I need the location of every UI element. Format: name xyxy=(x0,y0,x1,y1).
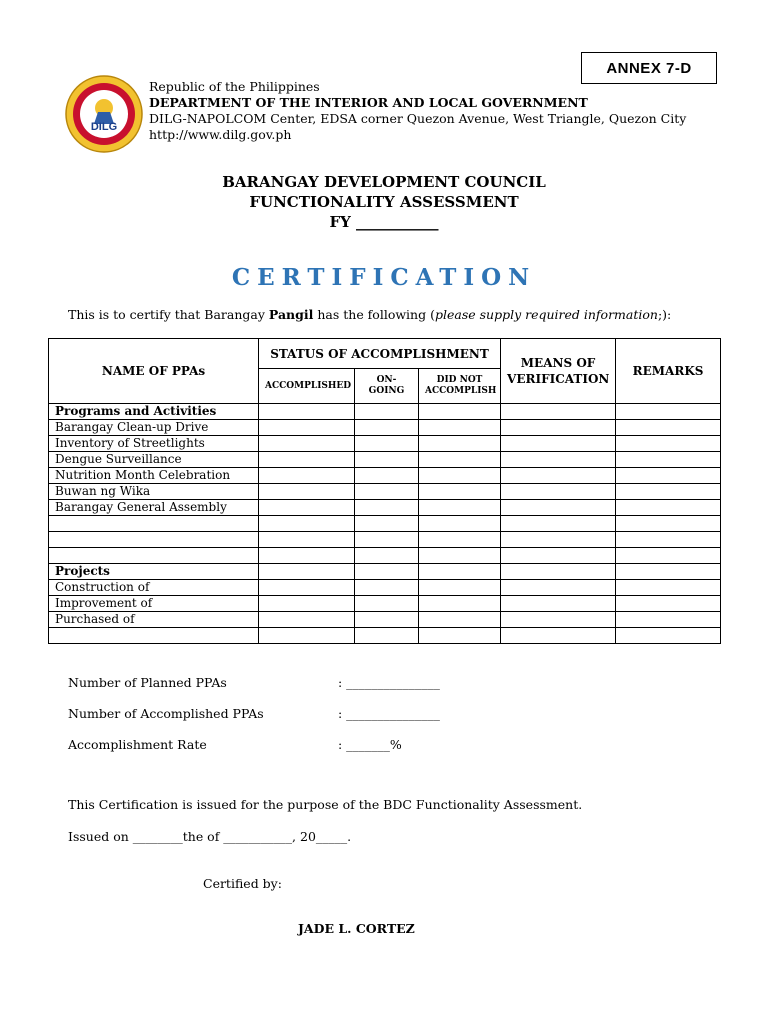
remarks-cell[interactable] xyxy=(616,596,721,612)
did-not-cell[interactable] xyxy=(419,548,501,564)
ongoing-cell[interactable] xyxy=(355,404,419,420)
remarks-cell[interactable] xyxy=(616,612,721,628)
remarks-cell[interactable] xyxy=(616,452,721,468)
ppa-name-cell xyxy=(49,628,259,644)
certification-heading: CERTIFICATION xyxy=(231,264,537,291)
col-status-header: STATUS OF ACCOMPLISHMENT xyxy=(259,339,501,369)
accomplished-cell[interactable] xyxy=(259,484,355,500)
rate-label: Accomplishment Rate xyxy=(68,737,207,752)
means-cell[interactable] xyxy=(501,564,616,580)
barangay-name: Pangil xyxy=(268,307,314,322)
ongoing-cell[interactable] xyxy=(355,452,419,468)
planned-label: Number of Planned PPAs xyxy=(68,675,227,690)
table-row xyxy=(49,612,721,628)
rate-value: : _______% xyxy=(338,737,402,752)
ongoing-cell[interactable] xyxy=(355,564,419,580)
ppa-name-cell: Inventory of Streetlights xyxy=(49,436,259,452)
col-ongoing-header: ON-GOING xyxy=(355,369,419,404)
means-cell[interactable] xyxy=(501,436,616,452)
table-row xyxy=(49,468,721,484)
intro-statement: This is to certify that Barangay Pangil has the following (please supply required information;): xyxy=(68,307,672,322)
ongoing-cell[interactable] xyxy=(355,612,419,628)
table-row xyxy=(49,532,721,548)
ongoing-cell[interactable] xyxy=(355,484,419,500)
remarks-cell[interactable] xyxy=(616,628,721,644)
certified-by-label: Certified by: xyxy=(203,876,282,891)
col-did-not-header: DID NOT ACCOMPLISH xyxy=(419,369,501,404)
means-cell[interactable] xyxy=(501,628,616,644)
means-cell[interactable] xyxy=(501,612,616,628)
col-accomplished-header: ACCOMPLISHED xyxy=(259,369,355,404)
ongoing-cell[interactable] xyxy=(355,532,419,548)
means-cell[interactable] xyxy=(501,596,616,612)
did-not-cell[interactable] xyxy=(419,420,501,436)
means-cell[interactable] xyxy=(501,516,616,532)
means-cell[interactable] xyxy=(501,548,616,564)
ongoing-cell[interactable] xyxy=(355,436,419,452)
accomplished-cell[interactable] xyxy=(259,564,355,580)
planned-value: : _______________ xyxy=(338,675,440,690)
did-not-cell[interactable] xyxy=(419,580,501,596)
remarks-cell[interactable] xyxy=(616,420,721,436)
did-not-cell[interactable] xyxy=(419,516,501,532)
accomplished-label: Number of Accomplished PPAs xyxy=(68,706,264,721)
accomplished-cell[interactable] xyxy=(259,452,355,468)
ppa-name-cell: Buwan ng Wika xyxy=(49,484,259,500)
means-cell[interactable] xyxy=(501,532,616,548)
means-cell[interactable] xyxy=(501,484,616,500)
issued-on-line: Issued on ________the of ___________, 20_____. xyxy=(68,829,352,844)
table-row xyxy=(49,628,721,644)
did-not-cell[interactable] xyxy=(419,564,501,580)
ppa-name-cell: Programs and Activities xyxy=(49,404,259,420)
accomplished-cell[interactable] xyxy=(259,580,355,596)
did-not-cell[interactable] xyxy=(419,532,501,548)
ppa-name-cell: Barangay Clean-up Drive xyxy=(49,420,259,436)
ppa-name-cell xyxy=(49,548,259,564)
accomplished-cell[interactable] xyxy=(259,436,355,452)
remarks-cell[interactable] xyxy=(616,500,721,516)
ppa-name-cell: Construction of xyxy=(49,580,259,596)
did-not-cell[interactable] xyxy=(419,628,501,644)
col-means-header: MEANS OF VERIFICATION xyxy=(501,339,616,404)
table-row xyxy=(49,436,721,452)
remarks-cell[interactable] xyxy=(616,468,721,484)
table-row xyxy=(49,484,721,500)
accomplished-cell[interactable] xyxy=(259,404,355,420)
accomplished-cell[interactable] xyxy=(259,420,355,436)
did-not-cell[interactable] xyxy=(419,452,501,468)
did-not-cell[interactable] xyxy=(419,468,501,484)
ongoing-cell[interactable] xyxy=(355,580,419,596)
remarks-cell[interactable] xyxy=(616,436,721,452)
dilg-seal-logo xyxy=(64,74,144,154)
ppa-name-cell: Improvement of xyxy=(49,596,259,612)
table-row xyxy=(49,404,721,420)
remarks-cell[interactable] xyxy=(616,580,721,596)
ppa-name-cell xyxy=(49,532,259,548)
means-cell[interactable] xyxy=(501,468,616,484)
remarks-cell[interactable] xyxy=(616,564,721,580)
signatory-name: JADE L. CORTEZ xyxy=(298,921,415,936)
table-row xyxy=(49,564,721,580)
accomplished-cell[interactable] xyxy=(259,516,355,532)
annex-label: ANNEX 7-D xyxy=(581,52,717,84)
accomplished-value: : _______________ xyxy=(338,706,440,721)
header-republic: Republic of the Philippines xyxy=(149,79,320,94)
table-row xyxy=(49,516,721,532)
means-cell[interactable] xyxy=(501,500,616,516)
table-row xyxy=(49,420,721,436)
accomplished-cell[interactable] xyxy=(259,628,355,644)
ongoing-cell[interactable] xyxy=(355,548,419,564)
title-council: BARANGAY DEVELOPMENT COUNCIL xyxy=(222,173,546,191)
means-cell[interactable] xyxy=(501,452,616,468)
accomplished-cell[interactable] xyxy=(259,468,355,484)
remarks-cell[interactable] xyxy=(616,484,721,500)
did-not-cell[interactable] xyxy=(419,596,501,612)
ppa-name-cell: Projects xyxy=(49,564,259,580)
remarks-cell[interactable] xyxy=(616,548,721,564)
means-cell[interactable] xyxy=(501,420,616,436)
table-row xyxy=(49,596,721,612)
remarks-cell[interactable] xyxy=(616,532,721,548)
did-not-cell[interactable] xyxy=(419,484,501,500)
ongoing-cell[interactable] xyxy=(355,420,419,436)
did-not-cell[interactable] xyxy=(419,500,501,516)
table-row xyxy=(49,580,721,596)
table-row xyxy=(49,500,721,516)
remarks-cell[interactable] xyxy=(616,404,721,420)
ongoing-cell[interactable] xyxy=(355,500,419,516)
logo-text: DILG xyxy=(90,121,118,133)
means-cell[interactable] xyxy=(501,404,616,420)
accomplished-cell[interactable] xyxy=(259,500,355,516)
header-address: DILG-NAPOLCOM Center, EDSA corner Quezon Avenue, West Triangle, Quezon City xyxy=(149,111,687,126)
table-row xyxy=(49,548,721,564)
accomplished-cell[interactable] xyxy=(259,612,355,628)
title-assessment: FUNCTIONALITY ASSESSMENT xyxy=(249,193,519,211)
col-remarks-header: REMARKS xyxy=(616,339,721,404)
ppa-table xyxy=(48,338,721,644)
purpose-statement: This Certification is issued for the purpose of the BDC Functionality Assessment. xyxy=(68,797,583,812)
did-not-cell[interactable] xyxy=(419,436,501,452)
accomplished-cell[interactable] xyxy=(259,548,355,564)
accomplished-cell[interactable] xyxy=(259,532,355,548)
did-not-cell[interactable] xyxy=(419,404,501,420)
means-cell[interactable] xyxy=(501,580,616,596)
col-name-header: NAME OF PPAs xyxy=(49,339,259,404)
ongoing-cell[interactable] xyxy=(355,628,419,644)
ppa-name-cell: Nutrition Month Celebration xyxy=(49,468,259,484)
did-not-cell[interactable] xyxy=(419,612,501,628)
ppa-name-cell: Dengue Surveillance xyxy=(49,452,259,468)
remarks-cell[interactable] xyxy=(616,516,721,532)
ppa-name-cell xyxy=(49,516,259,532)
header-department: DEPARTMENT OF THE INTERIOR AND LOCAL GOVERNMENT xyxy=(149,95,588,110)
ongoing-cell[interactable] xyxy=(355,516,419,532)
ongoing-cell[interactable] xyxy=(355,596,419,612)
table-row xyxy=(49,452,721,468)
ongoing-cell[interactable] xyxy=(355,468,419,484)
title-fy: FY ___________ xyxy=(329,213,439,231)
ppa-name-cell: Purchased of xyxy=(49,612,259,628)
accomplished-cell[interactable] xyxy=(259,596,355,612)
header-website: http://www.dilg.gov.ph xyxy=(149,127,292,142)
ppa-name-cell: Barangay General Assembly xyxy=(49,500,259,516)
